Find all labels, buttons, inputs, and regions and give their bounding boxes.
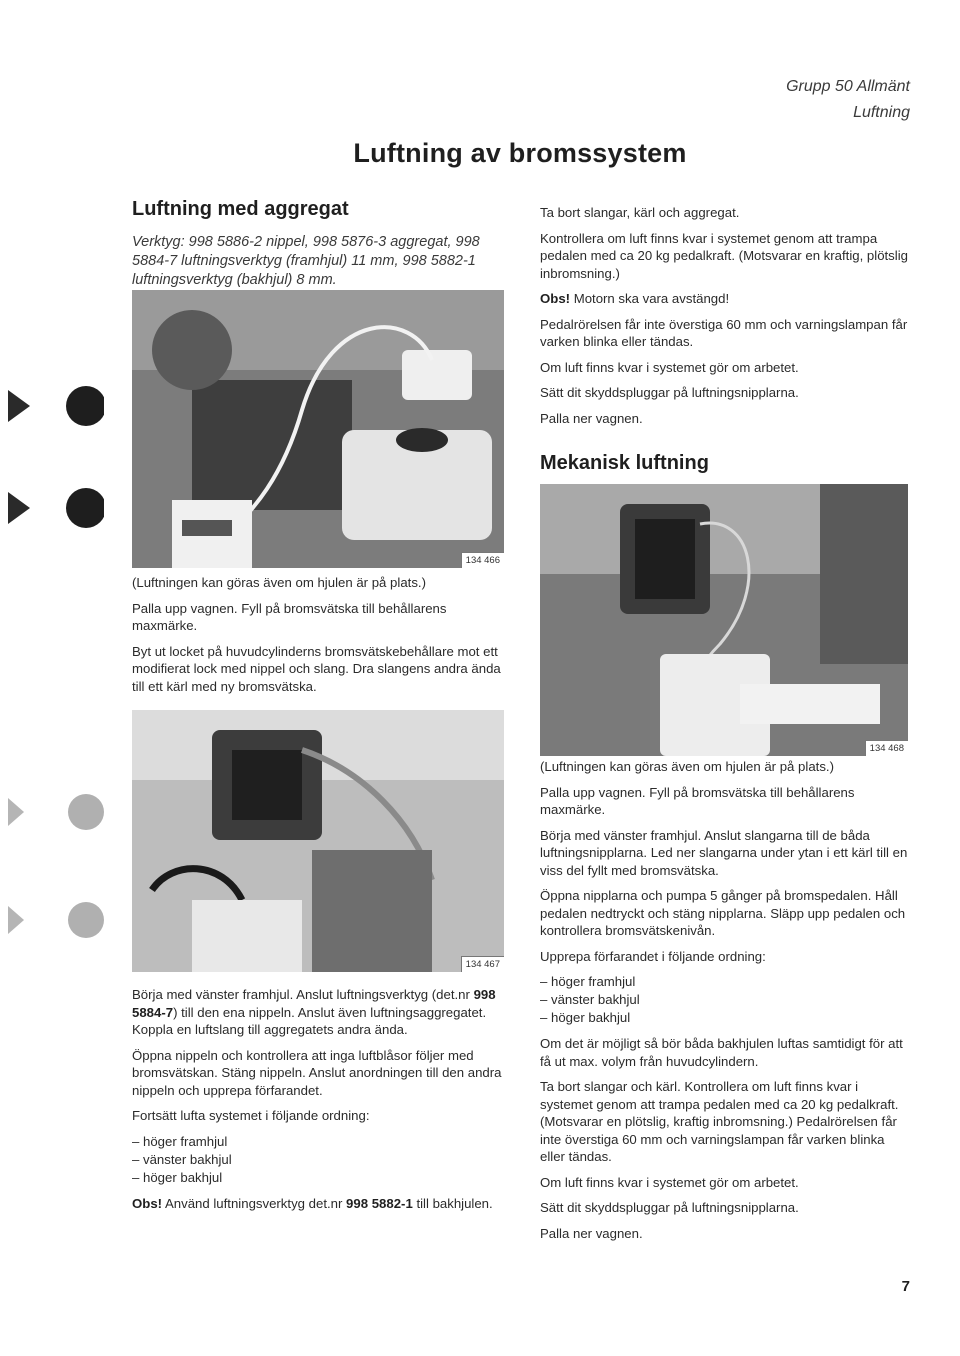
text-run: Motorn ska vara avstängd! [570, 291, 730, 306]
margin-arrow-mark [4, 382, 104, 432]
paragraph: Sätt dit skyddspluggar på luftningsnipplarna. [540, 1200, 799, 1215]
margin-arrow-mark [4, 788, 104, 838]
text-run: till bakhjulen. [412, 1195, 493, 1211]
paragraph: Sätt dit skyddspluggar på luftningsnipplarna. [540, 385, 799, 400]
photo-number: 134 467 [461, 956, 504, 972]
obs-note [132, 1195, 504, 1213]
page-title: Luftning av bromssystem [353, 138, 687, 168]
list-item: – vänster bakhjul [132, 1151, 232, 1167]
obs-note [540, 290, 912, 308]
paragraph: (Luftningen kan göras även om hjulen är på plats.) [132, 575, 426, 590]
margin-arrow-mark [4, 484, 104, 534]
list-item: – vänster bakhjul [540, 992, 640, 1007]
bleed-order-list [132, 1133, 504, 1187]
paragraph: Öppna nippeln och kontrollera att inga luftblåsor följer med bromsvätskan. Stäng nippeln. Anslut anordningen till den andra nippeln och upprepa förfarandet. [132, 1047, 502, 1098]
margin-arrow-mark [4, 896, 104, 946]
bleed-order-list [540, 973, 912, 1027]
text-run: Använd luftningsverktyg det.nr [162, 1195, 347, 1211]
paragraph: Pedalrörelsen får inte överstiga 60 mm och varningslampan får varken blinka eller tändas. [540, 316, 908, 349]
paragraph: Byt ut locket på huvudcylinderns bromsvätskebehållare mot ett modifierat lock med nippel och slang. Dra slangens andra ända till ett kärl med ny bromsvätska. [132, 643, 501, 694]
paragraph [132, 986, 504, 1039]
paragraph: Fortsätt lufta systemet i följande ordning: [132, 1108, 370, 1123]
photo-number: 134 468 [865, 740, 908, 756]
list-item: – höger bakhjul [540, 1010, 631, 1025]
text-run: ) till den ena nippeln. Anslut även luftningsaggregatet. Koppla en luftslang till aggregatets andra ända. [132, 1004, 487, 1037]
paragraph: Kontrollera om luft finns kvar i systemet genom att trampa pedalen med ca 20 kg pedalkraft. (Motsvarar en kraftig, plötslig inbromsning.) [540, 230, 908, 281]
text-run: Börja med vänster framhjul. Anslut luftningsverktyg (det.nr [132, 987, 474, 1002]
paragraph: Palla ner vagnen. [540, 410, 643, 426]
paragraph: Om luft finns kvar i systemet gör om arbetet. [540, 359, 799, 375]
photo-number: 134 466 [461, 552, 504, 568]
paragraph: Ta bort slangar, kärl och aggregat. [540, 205, 740, 220]
paragraph: (Luftningen kan göras även om hjulen är på plats.) [540, 759, 834, 774]
paragraph: Palla upp vagnen. Fyll på bromsvätska till behållarens maxmärke. [540, 784, 855, 817]
paragraph: Om det är möjligt så bör båda bakhjulen luftas samtidigt för att få ut max. volym från huvudcylindern. [540, 1036, 903, 1069]
paragraph: Öppna nipplarna och pumpa 5 gånger på bromspedalen. Håll pedalen nedtryckt och stäng nipplarna. Släpp upp pedalen och kontrollera bromsvätskenivån. [540, 888, 906, 938]
paragraph: Upprepa förfarandet i följande ordning: [540, 948, 766, 964]
photo-mechanical-bleeding [540, 484, 908, 756]
paragraph: Palla ner vagnen. [540, 1225, 643, 1241]
photo-brake-caliper-aggregate [132, 710, 504, 972]
list-item: – höger bakhjul [132, 1169, 223, 1185]
section-heading-mekanisk: Mekanisk luftning [540, 452, 709, 474]
paragraph: Ta bort slangar och kärl. Kontrollera om luft finns kvar i systemet genom att trampa pedalen med ca 20 kg pedalkraft. (Motsvarar en plötslig, kraftig inbromsning.) Pedalrörelsen får inte överstiga 60 mm och varningslampan får varken blinka eller tändas. [540, 1079, 899, 1164]
obs-label: Obs! [540, 291, 571, 306]
paragraph: Börja med vänster framhjul. Anslut slangarna till de båda luftningsnipplarna. Led ner slangarna under ytan i ett kärl till en viss del fyllt med bromsvätska. [540, 827, 908, 878]
part-number: 998 5884-7 [132, 987, 496, 1020]
obs-label: Obs! [132, 1195, 163, 1211]
paragraph: Om luft finns kvar i systemet gör om arbetet. [540, 1174, 799, 1190]
section-heading-aggregat: Luftning med aggregat [132, 198, 349, 220]
tool-list: Verktyg: 998 5886-2 nippel, 998 5876-3 aggregat, 998 5884-7 luftningsverktyg (framhjul) 11 mm, 998 5882-1 luftningsverktyg (bakhjul) 8 mm. [132, 234, 480, 288]
list-item: – höger framhjul [132, 1133, 228, 1149]
list-item: – höger framhjul [540, 974, 636, 989]
page-number: 7 [901, 1278, 910, 1295]
part-number: 998 5882-1 [346, 1195, 413, 1211]
group-header: Grupp 50 Allmänt [786, 78, 910, 95]
paragraph: Palla upp vagnen. Fyll på bromsvätska till behållarens maxmärke. [132, 600, 447, 633]
section-header: Luftning [853, 104, 910, 121]
photo-engine-reservoir [132, 290, 504, 568]
